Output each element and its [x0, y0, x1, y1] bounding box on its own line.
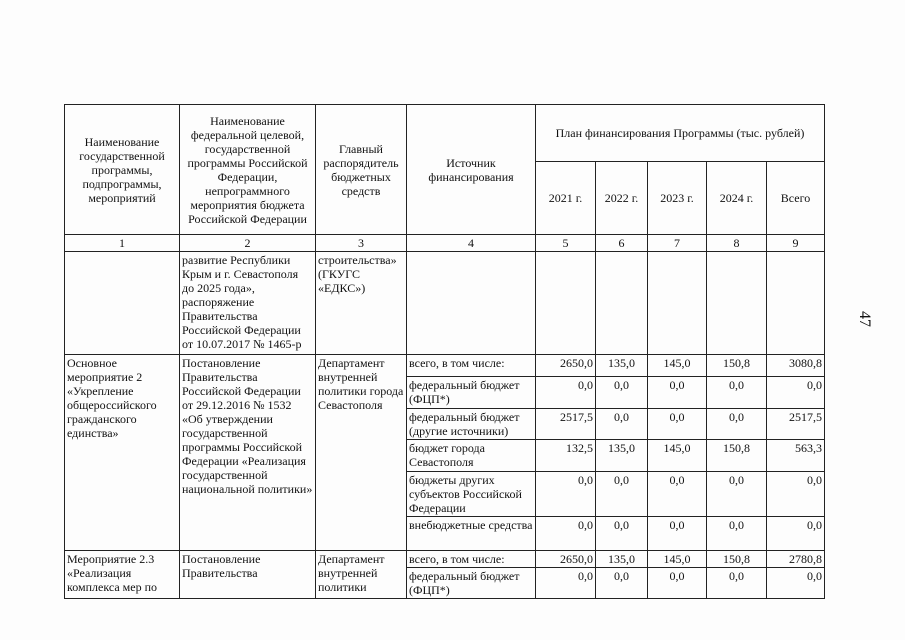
funding-value: 0,0: [596, 409, 648, 440]
funding-value: 145,0: [648, 440, 707, 472]
funding-value: 0,0: [596, 472, 648, 517]
financing-plan-table: [64, 104, 825, 599]
funding-value: 0,0: [767, 517, 825, 551]
funding-source: всего, в том числе:: [407, 355, 536, 377]
continuation-row: [65, 252, 825, 355]
column-index: 3: [316, 235, 407, 252]
funding-value: 0,0: [707, 377, 767, 409]
funding-value: 145,0: [648, 551, 707, 568]
header-year-2024: 2024 г.: [707, 162, 767, 235]
header-budget-manager: Главный распорядитель бюджетных средств: [316, 105, 407, 235]
funding-value: 0,0: [536, 377, 596, 409]
column-index: 4: [407, 235, 536, 252]
funding-value: 0,0: [648, 568, 707, 599]
funding-value: 135,0: [596, 551, 648, 568]
header-federal-program: Наименование федеральной целевой, государственной программы Российской Федерации, непрограммного мероприятия бюджета Российской Федерации: [180, 105, 316, 235]
header-plan-title: План финансирования Программы (тыс. рублей): [536, 105, 825, 162]
page-number: 47: [856, 311, 873, 327]
funding-value: 0,0: [707, 517, 767, 551]
funding-value: 132,5: [536, 440, 596, 472]
header-funding-source: Источник финансирования: [407, 105, 536, 235]
header-year-2023: 2023 г.: [648, 162, 707, 235]
column-index: 8: [707, 235, 767, 252]
funding-value: 0,0: [707, 568, 767, 599]
funding-value: 0,0: [596, 568, 648, 599]
header-year-2022: 2022 г.: [596, 162, 648, 235]
block-main-activity-2: [65, 355, 825, 551]
funding-row: [65, 355, 825, 377]
funding-value: 135,0: [596, 440, 648, 472]
funding-value: 0,0: [707, 409, 767, 440]
activity-manager: Департамент внутренней политики города Севастополя: [316, 355, 407, 551]
funding-value: 0,0: [648, 517, 707, 551]
funding-value: 0,0: [596, 517, 648, 551]
column-index: 5: [536, 235, 596, 252]
funding-value: 0,0: [536, 568, 596, 599]
funding-value: 0,0: [648, 409, 707, 440]
column-index: 6: [596, 235, 648, 252]
activity-name: Основное мероприятие 2 «Укрепление общероссийского гражданского единства»: [65, 355, 180, 551]
continuation-program: развитие Республики Крым и г. Севастополя до 2025 года», распоряжение Правительства Российской Федерации от 10.07.2017 № 1465-р: [180, 252, 316, 355]
column-index: 2: [180, 235, 316, 252]
funding-value: 0,0: [536, 472, 596, 517]
continuation-empty: [65, 252, 180, 355]
column-index: 9: [767, 235, 825, 252]
funding-value: 0,0: [767, 472, 825, 517]
activity-program: Постановление Правительства Российской Федерации от 29.12.2016 № 1532 «Об утверждении государственной программы Российской Федерации «Реализация государственной национальной политики»: [180, 355, 316, 551]
funding-source: федеральный бюджет (ФЦП*): [407, 377, 536, 409]
header-year-2021: 2021 г.: [536, 162, 596, 235]
activity-program: Постановление Правительства: [180, 551, 316, 599]
funding-value: 2650,0: [536, 551, 596, 568]
funding-value: 2650,0: [536, 355, 596, 377]
funding-value: 2517,5: [536, 409, 596, 440]
funding-value: 150,8: [707, 440, 767, 472]
funding-value: 0,0: [767, 377, 825, 409]
column-index: 1: [65, 235, 180, 252]
funding-source: бюджеты других субъектов Российской Федерации: [407, 472, 536, 517]
column-index-row: [65, 235, 825, 252]
funding-value: 0,0: [707, 472, 767, 517]
funding-value: 150,8: [707, 355, 767, 377]
funding-row: [65, 551, 825, 568]
funding-source: всего, в том числе:: [407, 551, 536, 568]
continuation-manager: строительства» (ГКУГС «ЕДКС»): [316, 252, 407, 355]
funding-value: 0,0: [767, 568, 825, 599]
block-activity-2-3: [65, 551, 825, 599]
column-index: 7: [648, 235, 707, 252]
funding-source: внебюджетные средства: [407, 517, 536, 551]
activity-manager: Департамент внутренней политики: [316, 551, 407, 599]
funding-value: 150,8: [707, 551, 767, 568]
funding-source: бюджет города Севастополя: [407, 440, 536, 472]
funding-source: федеральный бюджет (ФЦП*): [407, 568, 536, 599]
funding-value: 563,3: [767, 440, 825, 472]
funding-value: 0,0: [596, 377, 648, 409]
funding-value: 3080,8: [767, 355, 825, 377]
header-total: Всего: [767, 162, 825, 235]
funding-value: 0,0: [648, 472, 707, 517]
funding-value: 145,0: [648, 355, 707, 377]
header-program-name: Наименование государственной программы, подпрограммы, мероприятий: [65, 105, 180, 235]
funding-value: 0,0: [536, 517, 596, 551]
funding-value: 135,0: [596, 355, 648, 377]
funding-value: 2780,8: [767, 551, 825, 568]
funding-value: 0,0: [648, 377, 707, 409]
funding-source: федеральный бюджет (другие источники): [407, 409, 536, 440]
activity-name: Мероприятие 2.3 «Реализация комплекса мер по: [65, 551, 180, 599]
funding-value: 2517,5: [767, 409, 825, 440]
